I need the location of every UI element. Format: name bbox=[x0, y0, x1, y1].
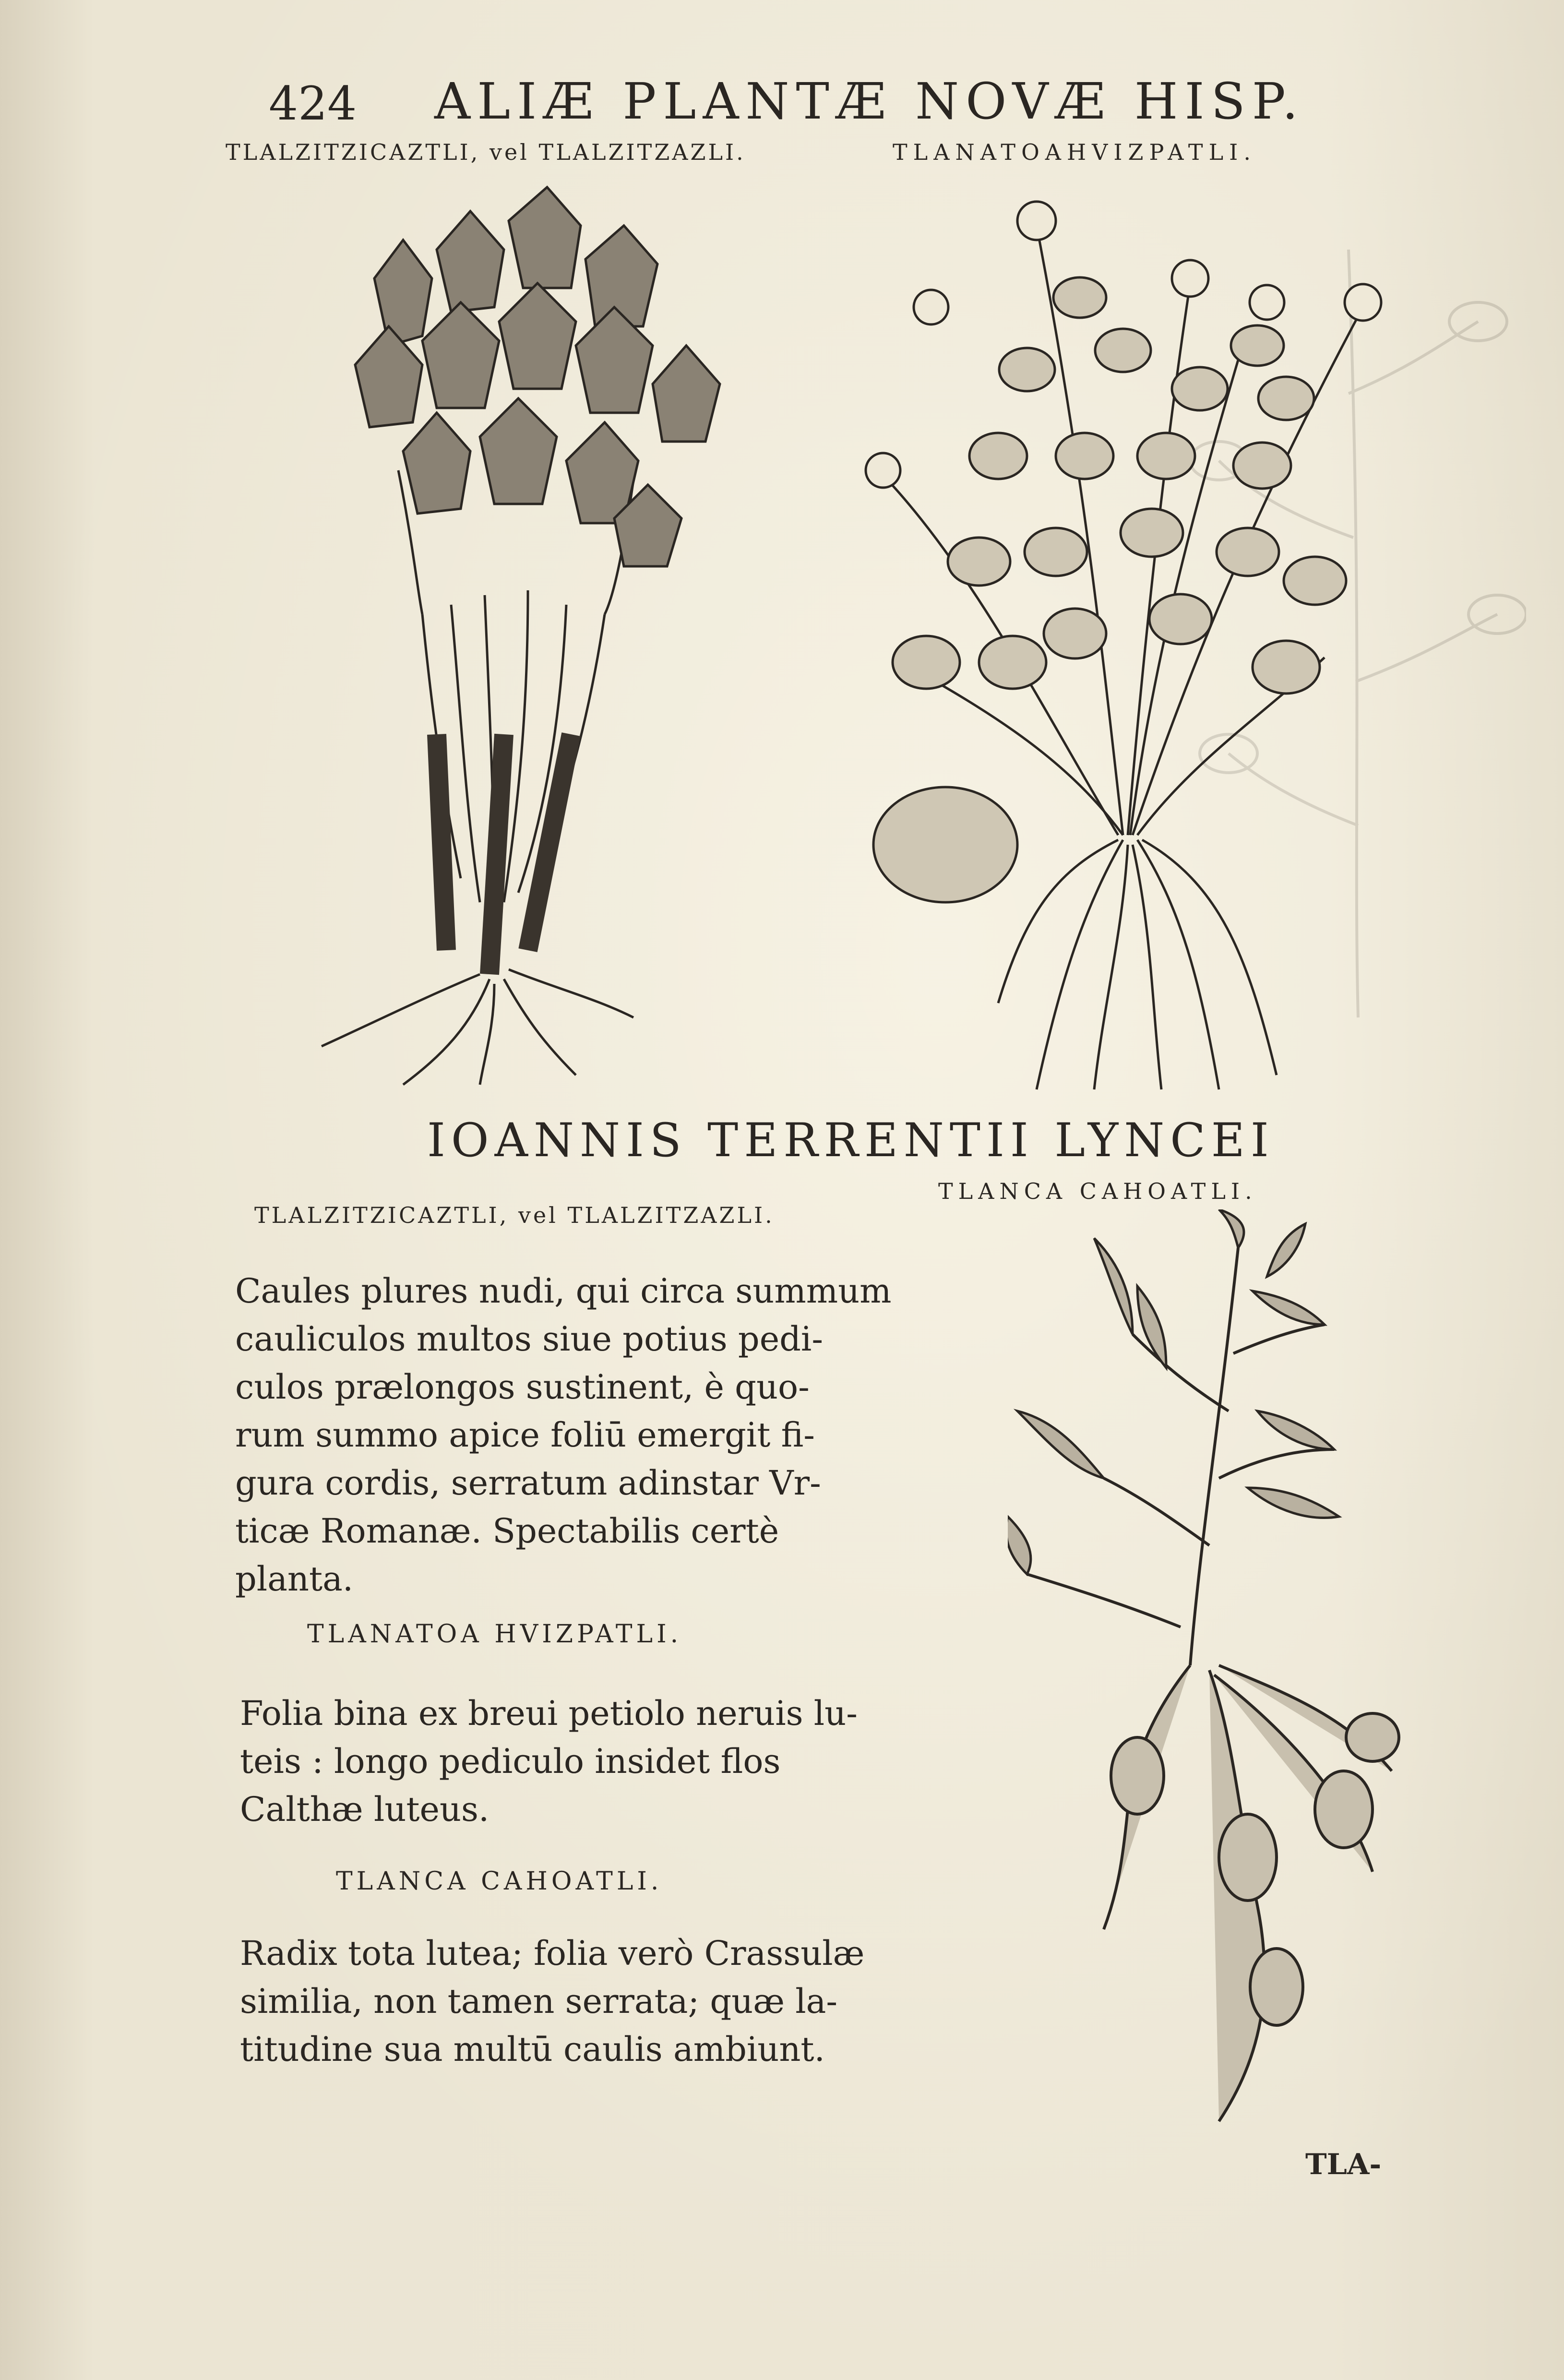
running-head: ALIÆ PLANTÆ NOVÆ HISP. bbox=[434, 72, 1305, 131]
section-author: IOANNIS TERRENTII LYNCEI bbox=[427, 1113, 1275, 1167]
woodcut-tlanca-cahoatli bbox=[1008, 1209, 1488, 2131]
entry-heading-2: TLANATOA HVIZPATLI. bbox=[307, 1620, 682, 1649]
entry-heading-1: TLALZITZICAZTLI, vel TLALZITZAZLI. bbox=[254, 1202, 775, 1228]
woodcut-tlalzitzicaztli bbox=[278, 182, 758, 1094]
figure-caption-left: TLALZITZICAZTLI, vel TLALZITZAZLI. bbox=[226, 139, 746, 165]
entry-text-2: Folia bina ex breui petiolo neruis lu- teis : longo pediculo insidet flos Calthæ luteus. bbox=[240, 1694, 858, 1829]
figure-caption-lower: TLANCA CAHOATLI. bbox=[938, 1178, 1257, 1204]
entry-text-1: Caules plures nudi, qui circa summum cauliculos multos siue potius pedi- culos prælongos sustinent, è quo- rum summo apice foliū emergit fi- gura cordis, serratum adinstar Vr- ticæ Romanæ. Spectabilis certè planta. bbox=[235, 1271, 892, 1599]
figure-caption-right: TLANATOAHVIZPATLI. bbox=[893, 139, 1256, 165]
page-number: 424 bbox=[269, 77, 357, 131]
woodcut-tlanatoahvizpatli bbox=[854, 187, 1406, 1099]
entry-heading-3: TLANCA CAHOATLI. bbox=[336, 1867, 663, 1896]
entry-text-3: Radix tota lutea; folia verò Crassulæ similia, non tamen serrata; quæ la- titudine sua multū caulis ambiunt. bbox=[240, 1934, 865, 2069]
catchword: TLA- bbox=[1305, 2148, 1382, 2181]
